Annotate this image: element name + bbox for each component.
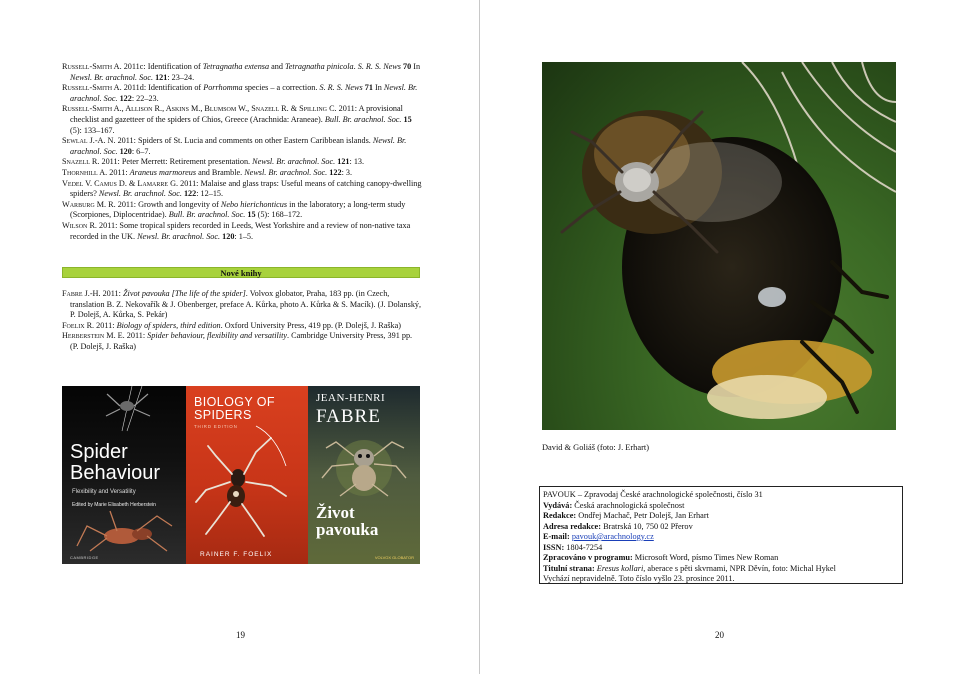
ref-volume: 120 xyxy=(222,231,235,241)
imprint-email xyxy=(543,532,899,543)
ref-text: In xyxy=(411,62,421,71)
cover-publisher: CAMBRIDGE xyxy=(70,555,99,560)
book-title: Život pavouka [The life of the spider] xyxy=(122,289,246,298)
cover-publisher: VOLVOX GLOBATOR xyxy=(374,555,414,560)
ref-text: In xyxy=(372,83,384,93)
ref-journal: S. R. S. News xyxy=(319,83,363,93)
imprint-address xyxy=(543,522,899,533)
page-divider xyxy=(479,0,480,674)
reference-item xyxy=(62,221,422,242)
photo-spider-and-bumblebee xyxy=(542,62,896,430)
ref-pages: : 22–23. xyxy=(131,93,159,103)
imprint-value: Microsoft Word, písmo Times New Roman xyxy=(632,553,779,562)
ref-volume: 122 xyxy=(329,167,342,177)
ref-journal: Bull. Br. arachnol. Soc. xyxy=(324,114,402,124)
ref-journal: S. R. S. News xyxy=(357,62,401,71)
cover-title: Spider Behaviour xyxy=(70,441,161,484)
ref-text: 2011: Malaise and glass traps: Useful means of catching canopy-dwelling spiders? xyxy=(70,178,422,199)
ref-text: in the laboratory; a long-term study (Scorpiones, Diplocentridae). xyxy=(70,199,406,220)
ref-author: Russell-Smith A. xyxy=(62,83,122,93)
ref-pages: (5): 133–167. xyxy=(70,125,115,135)
ref-author: Wilson R. xyxy=(62,220,97,230)
book-year: 2011: xyxy=(100,289,123,298)
ref-volume: 71 xyxy=(364,83,373,93)
ref-text: 2011: Spiders of St. Lucia and comments on other Eastern Caribbean islands. xyxy=(115,136,373,146)
reference-item xyxy=(62,62,422,83)
imprint-value: 1804-7254 xyxy=(564,542,603,552)
photo-caption: David & Goliáš (foto: J. Erhart) xyxy=(542,443,649,452)
imprint-value: Ondřej Machač, Petr Dolejš, Jan Erhart xyxy=(576,511,709,520)
book-author: Foelix R. xyxy=(62,320,95,330)
reference-item xyxy=(62,104,422,136)
ref-text: 2011: A provisional checklist and gazetteer of the spiders of Chios, Greece (Arachnida: Araneae). xyxy=(70,104,403,124)
book-title: Spider behaviour, flexibility and versatility xyxy=(147,331,288,341)
imprint-label: Vydává: xyxy=(543,500,573,510)
ref-volume: 15 xyxy=(247,210,256,220)
ref-pages: : 13. xyxy=(349,157,365,167)
imprint-label: Adresa redakce: xyxy=(543,521,601,531)
book-details: . Cambridge University Press, 391 pp. (P. Dolejš, J. Raška) xyxy=(70,331,413,351)
imprint-issue-date: Vychází nepravidelně. Toto číslo vyšlo 23. prosince 2011. xyxy=(543,574,735,583)
ref-taxon: Nebo hierichonticus xyxy=(220,199,288,209)
cover-author-last: FABRE xyxy=(316,406,381,427)
cover-title: Život pavouka xyxy=(316,503,379,539)
reference-list xyxy=(62,62,422,242)
imprint-label: Redakce: xyxy=(543,511,577,520)
ref-pages: : 6–7. xyxy=(131,146,151,156)
ref-author: Sewlal J.-A. N. xyxy=(62,136,116,146)
reference-item xyxy=(62,136,422,157)
ref-text: and xyxy=(269,62,285,71)
cover-zivot-pavouka xyxy=(308,386,420,564)
reference-item xyxy=(62,157,422,168)
cover-author: RAINER F. FOELIX xyxy=(200,551,273,558)
cover-title: BIOLOGY OF SPIDERS xyxy=(194,395,275,422)
ref-text: 2011: Growth and longevity of xyxy=(115,199,221,209)
imprint-label: Titulní strana: xyxy=(543,563,595,573)
ref-author: Thornhill A. xyxy=(62,167,108,177)
imprint-editors xyxy=(543,511,899,522)
ref-text: 2011d: Identification of xyxy=(121,83,204,93)
imprint-value: , aberace s pěti skvrnami, NPR Děvín, foto: Michal Hykel xyxy=(643,563,836,573)
reference-item xyxy=(62,168,422,179)
bumblebee-photo-illustration xyxy=(542,62,896,430)
book-author: Fabre J.-H. xyxy=(62,289,101,298)
ref-taxon: Tetragnatha extensa xyxy=(202,62,270,71)
ref-author: Vedel V. Camus D. & Lamarre G. xyxy=(62,178,179,188)
ref-pages: : 23–24. xyxy=(167,72,195,82)
imprint-label: ISSN: xyxy=(543,542,565,552)
imprint-issn xyxy=(543,543,899,554)
ref-taxon: Araneus marmoreus xyxy=(129,167,197,177)
imprint-taxon: Eresus kollari xyxy=(594,563,644,573)
ref-author: Russell-Smith A. xyxy=(62,62,122,71)
page-number-left: 19 xyxy=(236,630,245,640)
book-details: . Oxford University Press, 419 pp. (P. Dolejš, J. Raška) xyxy=(220,320,401,330)
ref-journal: Newsl. Br. arachnol. Soc. xyxy=(252,157,336,167)
ref-volume: 122 xyxy=(183,189,197,199)
ref-volume: 70 xyxy=(402,62,412,71)
imprint-cover xyxy=(543,564,899,575)
ref-text: . xyxy=(353,62,358,71)
imprint-publisher xyxy=(543,501,899,512)
ref-author: Russell-Smith A., Allison R., Askins M., Blumsom W., Snazell R. & Spilling C. xyxy=(62,104,337,114)
ref-pages: : 12–15. xyxy=(196,189,224,199)
ref-pages: : 1–5. xyxy=(234,231,254,241)
page-number-right: 20 xyxy=(715,630,724,640)
book-year: 2011: xyxy=(124,331,148,341)
ref-volume: 121 xyxy=(337,157,350,167)
ref-text: 2011c: Identification of xyxy=(121,62,203,71)
reference-item xyxy=(62,200,422,221)
ref-text: 2011: xyxy=(107,167,130,177)
book-year: 2011: xyxy=(94,320,117,330)
imprint-title: PAVOUK – Zpravodaj České arachnologické společnosti, číslo 31 xyxy=(543,490,763,499)
ref-text: species – a correction. xyxy=(242,83,320,93)
cover-edition: THIRD EDITION xyxy=(194,424,238,429)
ref-journal: Newsl. Br. arachnol. Soc. xyxy=(70,83,418,103)
ref-volume: 122 xyxy=(119,93,132,103)
ref-author: Warburg M. R. xyxy=(62,199,116,209)
imprint-label: Zpracováno v programu: xyxy=(543,553,633,562)
ref-journal: Newsl. Br. arachnol. Soc. xyxy=(70,136,407,156)
ref-taxon: Tetragnatha pinicola xyxy=(285,62,354,71)
book-item xyxy=(62,289,422,321)
ref-text: and Bramble. xyxy=(196,167,245,177)
imprint-box xyxy=(539,486,903,584)
ref-volume: 120 xyxy=(119,146,132,156)
ref-pages: : 3. xyxy=(341,167,353,177)
imprint-value: Bratrská 10, 750 02 Přerov xyxy=(601,521,693,531)
cover-editor: Edited by Marie Elisabeth Herberstein xyxy=(72,502,156,508)
book-title: Biology of spiders, third edition xyxy=(116,320,221,330)
imprint-software xyxy=(543,553,899,564)
imprint-label: E-mail: xyxy=(543,532,570,541)
ref-author: Snazell R. xyxy=(62,157,100,167)
reference-item xyxy=(62,83,422,104)
book-item xyxy=(62,331,422,352)
cover-biology-of-spiders xyxy=(186,386,308,564)
section-heading-new-books: Nové knihy xyxy=(62,267,420,278)
book-item xyxy=(62,321,422,332)
ref-journal: Newsl. Br. arachnol. Soc. xyxy=(244,167,328,177)
ref-journal: Newsl. Br. arachnol. Soc. xyxy=(98,189,182,199)
book-author: Herberstein M. E. xyxy=(62,331,125,341)
cover-spider-behaviour xyxy=(62,386,186,564)
ref-pages: (5): 168–172. xyxy=(255,210,303,220)
reference-item xyxy=(62,179,422,200)
ref-text: 2011: Some tropical spiders recorded in Leeds, West Yorkshire and a review of non-native taxa recorded in the UK. xyxy=(70,220,411,241)
ref-taxon: Porrhomma xyxy=(203,83,243,93)
ref-journal: Bull. Br. arachnol. Soc. xyxy=(168,210,246,220)
book-covers xyxy=(62,386,420,564)
book-details: . Volvox globator, Praha, 183 pp. (in Czech, translation B. Z. Nekovařík & J. Obenberger, preface A. Kůrka, photo A. Kůrka & S. Macík). (J. Dolanský, P. Dolejš, A. Kůrka, S. Pekár) xyxy=(70,289,422,320)
email-link[interactable]: pavouk@arachnology.cz xyxy=(571,532,654,541)
ref-text: 2011: Peter Merrett: Retirement presentation. xyxy=(99,157,253,167)
cover-author-first: JEAN-HENRI xyxy=(316,392,386,404)
imprint-value: Česká arachnologická společnost xyxy=(572,500,685,510)
book-list xyxy=(62,289,422,353)
ref-journal: Newsl. Br. arachnol. Soc. xyxy=(70,72,154,82)
ref-volume: 121 xyxy=(155,72,168,82)
ref-journal: Newsl. Br. arachnol. Soc. xyxy=(137,231,221,241)
ref-volume: 15 xyxy=(403,114,412,124)
cover-subtitle: Flexibility and Versatility xyxy=(72,489,136,495)
